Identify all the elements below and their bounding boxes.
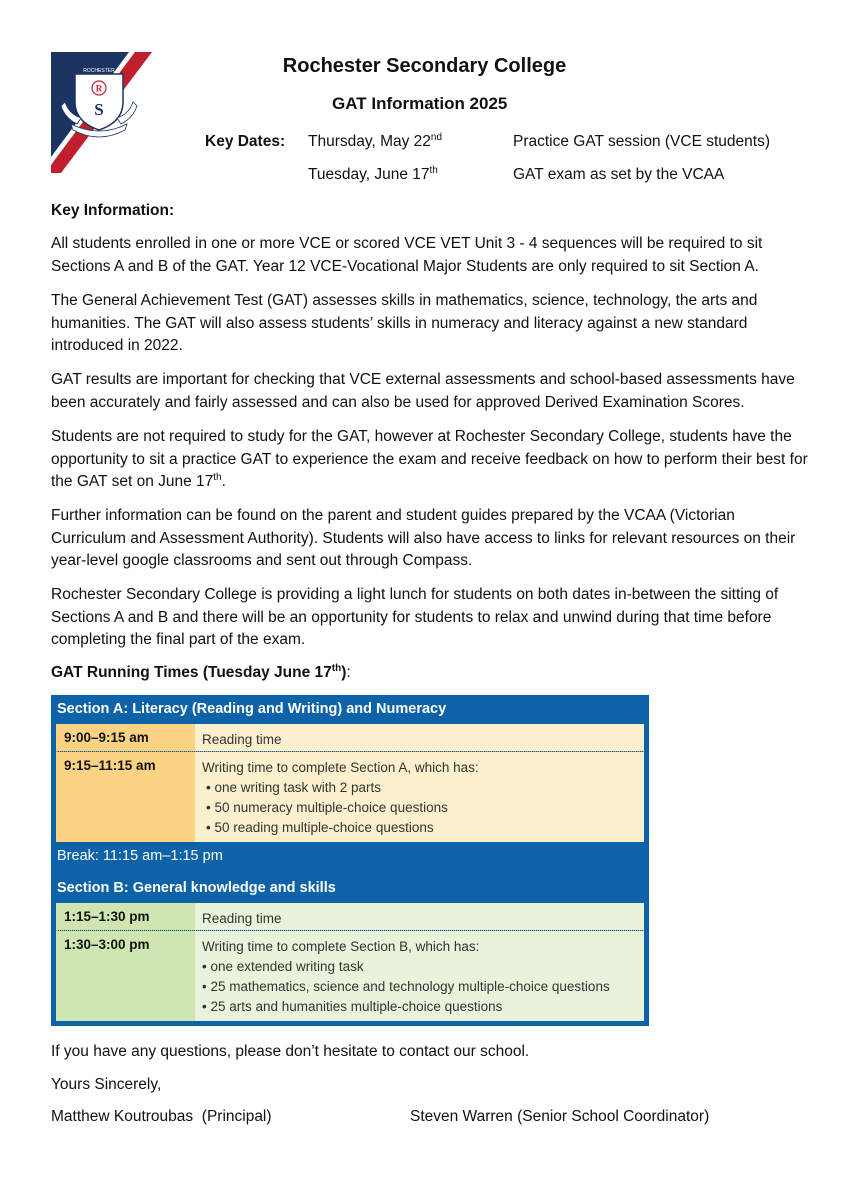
paragraph-3: GAT results are important for checking that VCE external assessments and school-based assessments have been accurately and fairly assessed and can also be used for approved Derived Examination Scores. bbox=[51, 371, 795, 411]
key-date-2: Tuesday, June 17th bbox=[308, 165, 438, 183]
key-info-heading: Key Information: bbox=[51, 202, 175, 219]
section-a-heading: Section A: Literacy (Reading and Writing) and Numeracy bbox=[57, 701, 447, 717]
page-title: GAT Information 2025 bbox=[332, 94, 508, 113]
coordinator-signature: Steven Warren (Senior School Coordinator) bbox=[410, 1108, 710, 1125]
row-time: 9:15–11:15 am bbox=[56, 752, 195, 842]
paragraph-2: The General Achievement Test (GAT) assesses skills in mathematics, science, technology, the arts and humanities. The GAT will also assess students’ skills in numeracy and literacy against a new standard introduced in 2022. bbox=[51, 292, 758, 354]
break-time: Break: 11:15 am–1:15 pm bbox=[57, 848, 223, 864]
key-dates-label: Key Dates: bbox=[205, 133, 286, 150]
row-description: Reading time bbox=[195, 724, 644, 751]
svg-text:ROCHESTER: ROCHESTER bbox=[83, 68, 115, 74]
svg-text:R: R bbox=[95, 83, 103, 94]
paragraph-5: Further information can be found on the parent and student guides prepared by the VCAA (Victorian Curriculum and Assessment Authority). Students will also have access to links for relevant resources on their year-level google classrooms and sent out through Compass. bbox=[51, 507, 796, 569]
paragraph-6: Rochester Secondary College is providing a light lunch for students on both dates in-between the sitting of Sections A and B and there will be an opportunity for students to relax and unwind during that time before completing the final part of the exam. bbox=[51, 586, 779, 648]
paragraph-4: Students are not required to study for the GAT, however at Rochester Secondary College, students have the opportunity to sit a practice GAT to experience the exam and receive feedback on how to perform their best for the GAT set on June 17th. bbox=[51, 428, 808, 490]
row-description: Writing time to complete Section B, which has: • one extended writing task • 25 mathematics, science and technology multiple-choice questions • 25 arts and humanities multiple-choice questions bbox=[195, 931, 644, 1021]
table-row bbox=[56, 931, 644, 1021]
section-b-heading: Section B: General knowledge and skills bbox=[57, 880, 336, 896]
gat-running-times-table bbox=[51, 695, 649, 1026]
svg-text:S: S bbox=[94, 100, 104, 119]
table-row bbox=[56, 903, 644, 931]
school-name: Rochester Secondary College bbox=[282, 55, 567, 77]
row-time: 1:15–1:30 pm bbox=[56, 903, 195, 930]
key-date-2-description: GAT exam as set by the VCAA bbox=[513, 166, 725, 183]
table-row bbox=[56, 752, 644, 842]
closing-questions: If you have any questions, please don’t hesitate to contact our school. bbox=[51, 1043, 530, 1060]
paragraph-1: All students enrolled in one or more VCE or scored VCE VET Unit 3 - 4 sequences will be required to sit Sections A and B of the GAT. Year 12 VCE-Vocational Major Students are only required to sit Section A. bbox=[51, 235, 763, 275]
row-time: 9:00–9:15 am bbox=[56, 724, 195, 751]
row-description: Writing time to complete Section A, which has: • one writing task with 2 parts • 50 numeracy multiple-choice questions • 50 reading multiple-choice questions bbox=[195, 752, 644, 842]
table-row bbox=[56, 724, 644, 752]
running-times-heading: GAT Running Times (Tuesday June 17th): bbox=[51, 663, 351, 681]
principal-signature: Matthew Koutroubas (Principal) bbox=[51, 1108, 272, 1125]
key-date-1: Thursday, May 22nd bbox=[308, 132, 443, 150]
row-description: Reading time bbox=[195, 903, 644, 930]
row-time: 1:30–3:00 pm bbox=[56, 931, 195, 1021]
key-date-1-description: Practice GAT session (VCE students) bbox=[513, 133, 770, 150]
sign-off: Yours Sincerely, bbox=[51, 1076, 162, 1093]
